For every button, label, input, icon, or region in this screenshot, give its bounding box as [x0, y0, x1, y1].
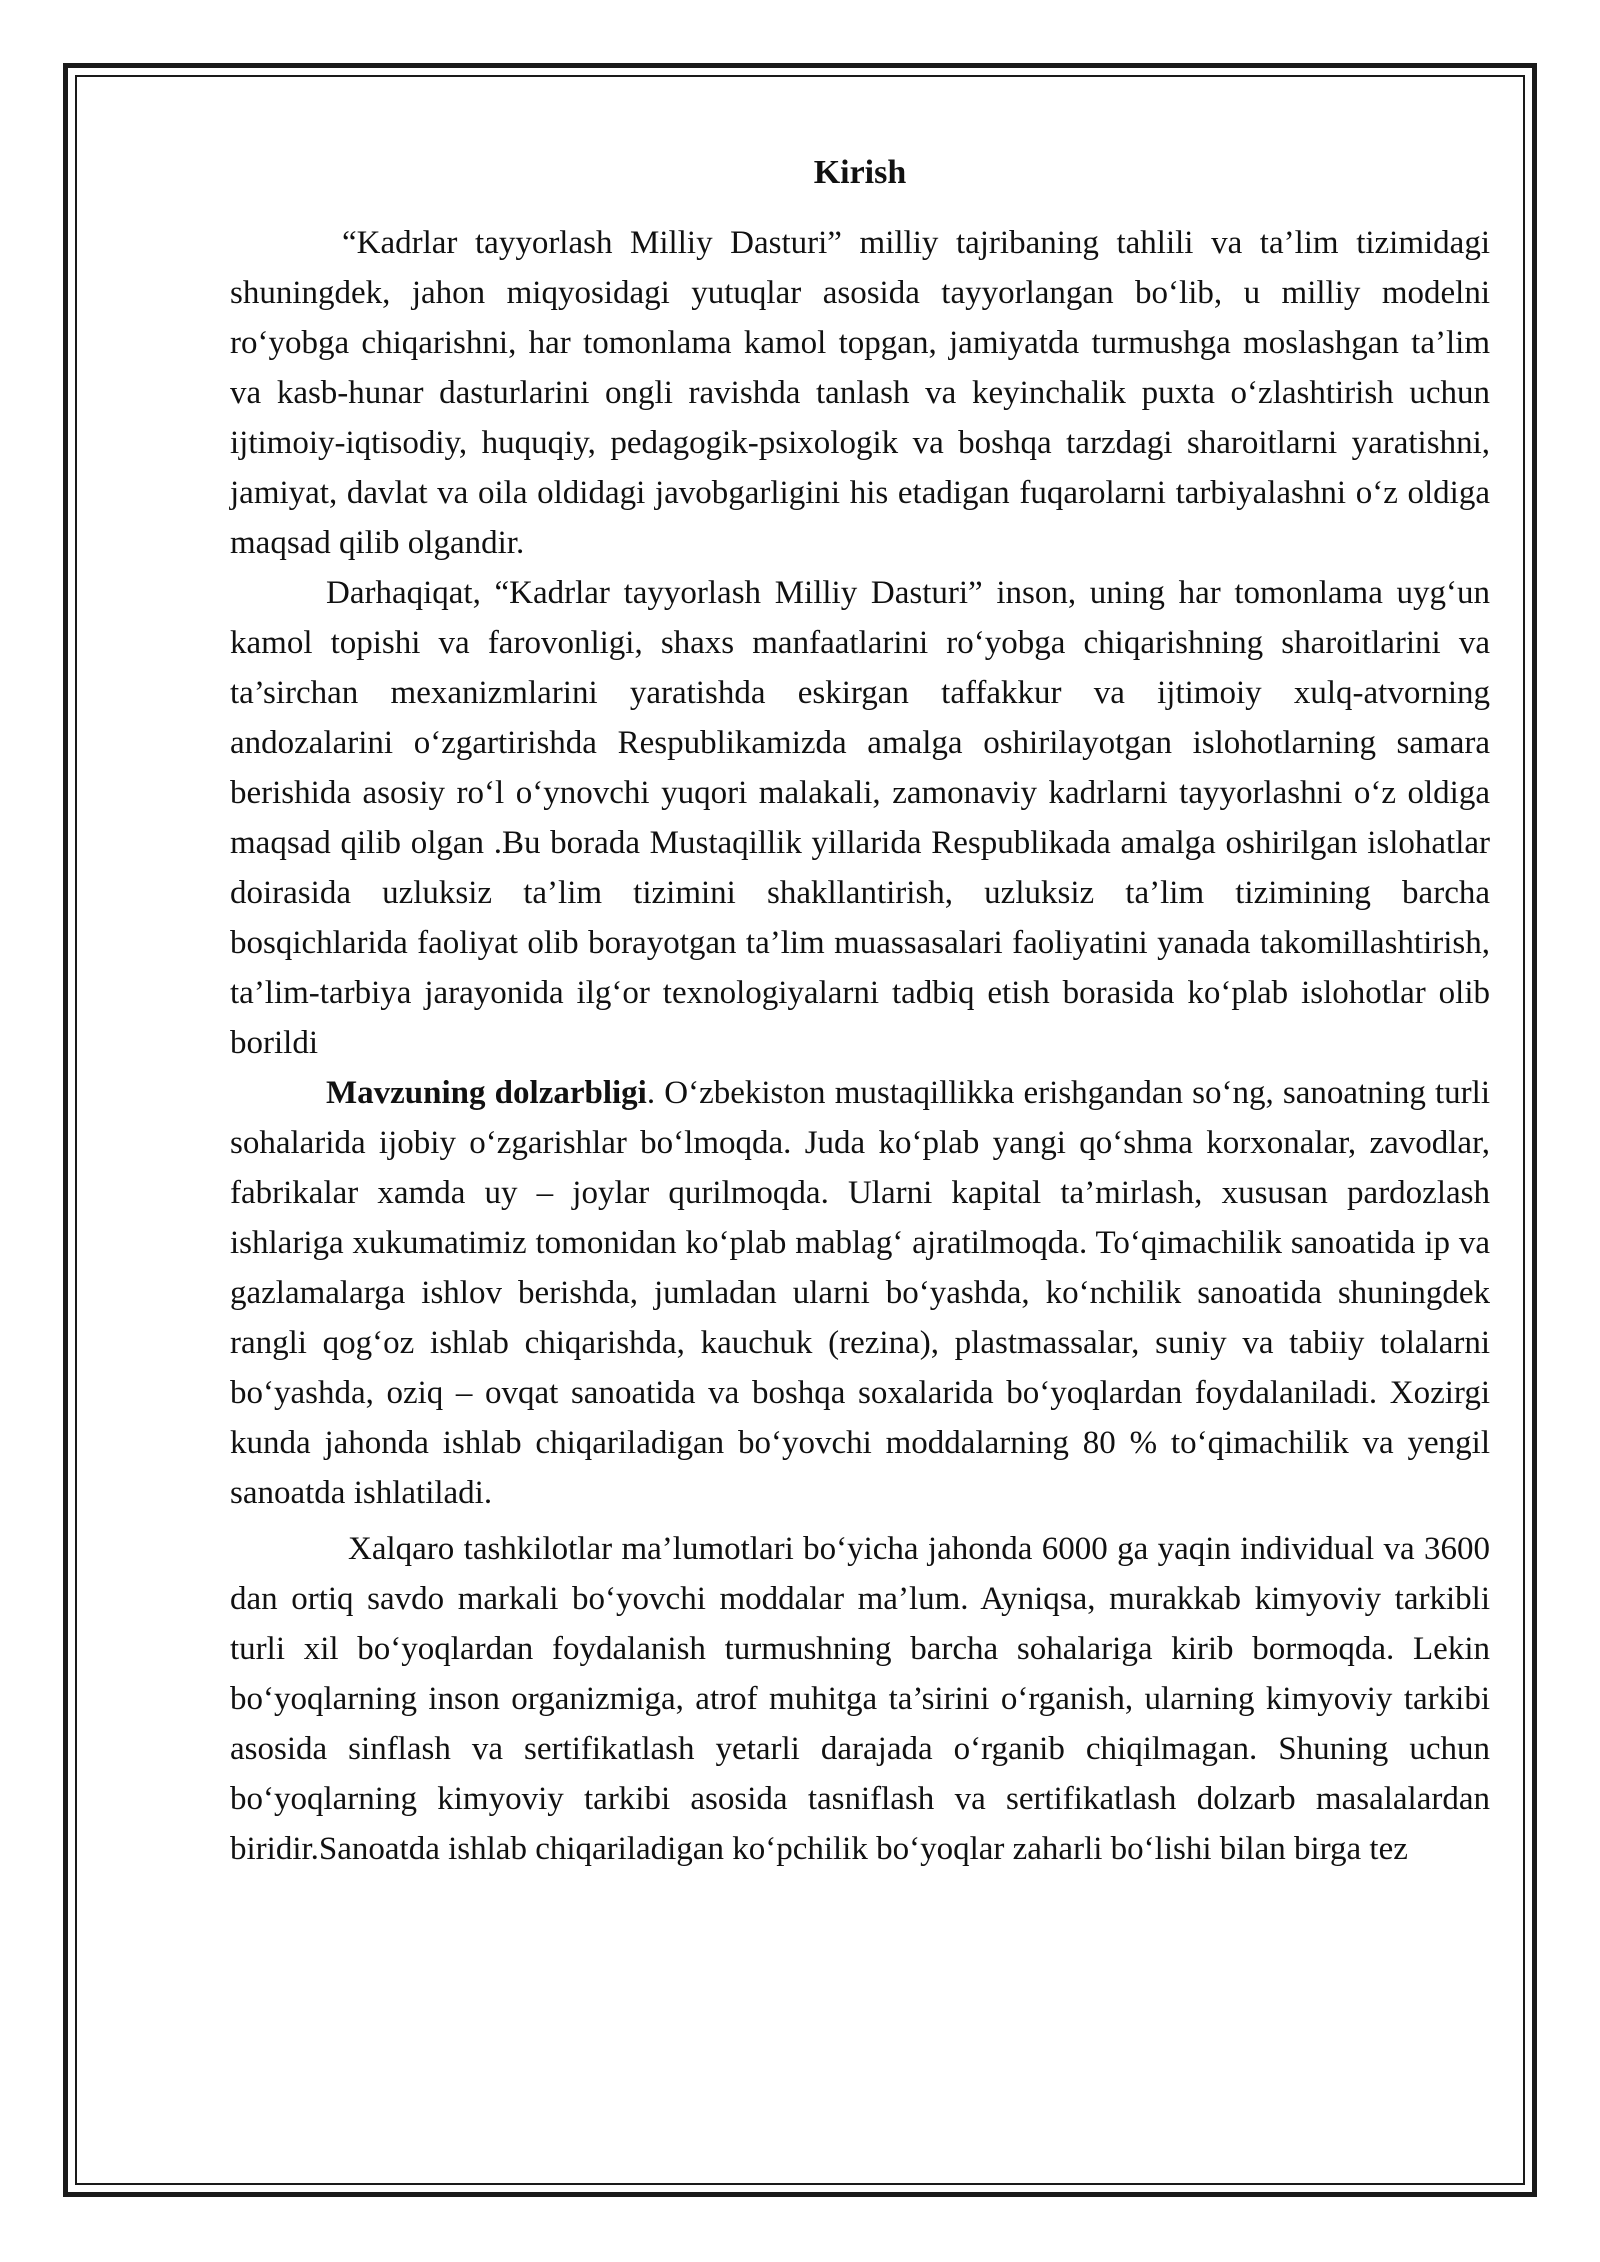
document-body: [230, 148, 1490, 1874]
paragraph-intro: “Kadrlar tayyorlash Milliy Dasturi” milliy tajribaning tahlili va ta’lim tizimidagi shuningdek, jahon miqyosidagi yutuqlar asosida tayyorlangan bo‘lib, u milliy modelni ro‘yobga chiqarishni, har tomonlama kamol topgan, jamiyatda turmushga moslashgan ta’lim va kasb-hunar dasturlarini ongli ravishda tanlash va keyinchalik puxta o‘zlashtirish uchun ijtimoiy-iqtisodiy, huquqiy, pedagogik-psixologik va boshqa tarzdagi sharoitlarni yaratishni, jamiyat, davlat va oila oldidagi javobgarligini his etadigan fuqarolarni tarbiyalashni o‘z oldiga maqsad qilib olgandir.: [230, 225, 1490, 561]
page-title: Kirish: [813, 154, 907, 191]
paragraph-dolzarblik-text: . O‘zbekiston mustaqillikka erishgandan so‘ng, sanoatning turli sohalarida ijobiy o‘zgarishlar bo‘lmoqda. Juda ko‘plab yangi qo‘shma korxonalar, zavodlar, fabrikalar xamda uy – joylar qurilmoqda. Ularni kapital ta’mirlash, xususan pardozlash ishlariga xukumatimiz tomonidan ko‘plab mablag‘ ajratilmoqda. To‘qimachilik sanoatida ip va gazlamalarga ishlov berishda, jumladan ularni bo‘yashda, ko‘nchilik sanoatida shuningdek rangli qog‘oz ishlab chiqarishda, kauchuk (rezina), plastmassalar, suniy va tabiiy tolalarni bo‘yashda, oziq – ovqat sanoatida va boshqa soxalarida bo‘yoqlardan foydalaniladi. Xozirgi kunda jahonda ishlab chiqariladigan bo‘yovchi moddalarning 80 % to‘qimachilik va yengil sanoatda ishlatiladi.: [230, 1075, 1490, 1511]
paragraph-xalqaro: Xalqaro tashkilotlar ma’lumotlari bo‘yicha jahonda 6000 ga yaqin individual va 3600 dan ortiq savdo markali bo‘yovchi moddalar ma’lum. Ayniqsa, murakkab kimyoviy tarkibli turli xil bo‘yoqlardan foydalanish turmushning barcha sohalariga kirib bormoqda. Lekin bo‘yoqlarning inson organizmiga, atrof muhitga ta’sirini o‘rganish, ularning kimyoviy tarkibi asosida sinflash va sertifikatlash yetarli darajada o‘rganib chiqilmagan. Shuning uchun bo‘yoqlarning kimyoviy tarkibi asosida tasniflash va sertifikatlash dolzarb masalalardan biridir.Sanoatda ishlab chiqariladigan ko‘pchilik bo‘yoqlar zaharli bo‘lishi bilan birga tez: [230, 1531, 1490, 1867]
paragraph-darhaqiqat: Darhaqiqat, “Kadrlar tayyorlash Milliy Dasturi” inson, uning har tomonlama uyg‘un kamol topishi va farovonligi, shaxs manfaatlarini ro‘yobga chiqarishning sharoitlarini va ta’sirchan mexanizmlarini yaratishda eskirgan taffakkur va ijtimoiy xulq-atvorning andozalarini o‘zgartirishda Respublikamizda amalga oshirilayotgan islohotlarning samara berishida asosiy ro‘l o‘ynovchi yuqori malakali, zamonaviy kadrlarni tayyorlashni o‘z oldiga maqsad qilib olgan .Bu borada Mustaqillik yillarida Respublikada amalga oshirilgan islohatlar doirasida uzluksiz ta’lim tizimini shakllantirish, uzluksiz ta’lim tizimining barcha bosqichlarida faoliyat olib borayotgan ta’lim muassasalari faoliyatini yanada takomillashtirish, ta’lim-tarbiya jarayonida ilg‘or texnologiyalarni tadbiq etish borasida ko‘plab islohotlar olib borildi: [230, 575, 1490, 1061]
paragraph-dolzarblik: [230, 1068, 1490, 1518]
section-heading-dolzarblik: Mavzuning dolzarbligi: [326, 1075, 647, 1111]
